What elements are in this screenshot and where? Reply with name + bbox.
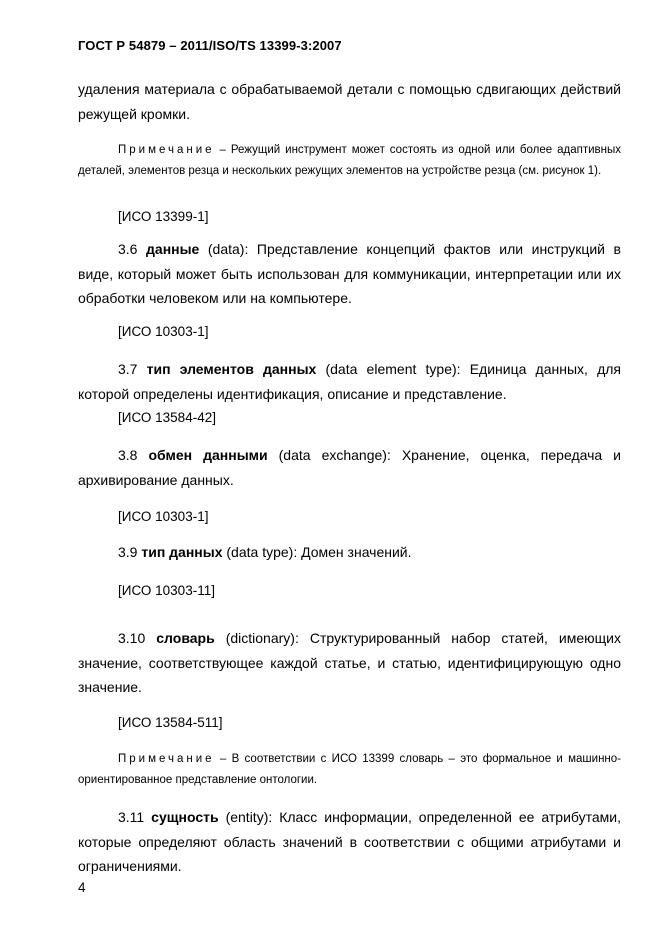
entry-definition: (data): Представление концепций фактов или инструкций в виде, который может быть использован для коммуникации, интерпретации или их обработки человеком или на компьютере. — [78, 241, 621, 306]
entry-number: 3.9 — [118, 544, 142, 560]
entry-number: 3.8 — [118, 447, 149, 463]
note-1-text: – Режущий инструмент может состоять из одной или более адаптивных деталей, элементов резца и нескольких режущих элементов на устройстве резца (см. рисунок 1). — [78, 144, 621, 177]
entry-term: данные — [146, 241, 200, 257]
note-2-label: Примечание — [118, 753, 215, 765]
document-header: ГОСТ Р 54879 – 2011/ISO/TS 13399-3:2007 — [78, 38, 342, 53]
entry-term: тип элементов данных — [146, 361, 317, 377]
entry-definition: (data type): Домен значений. — [222, 544, 412, 560]
continuation-paragraph: удаления материала с обрабатываемой детали с помощью сдвигающих действий режущей кромки. — [78, 81, 621, 122]
entry-3-10 — [78, 626, 621, 700]
reference-1: [ИСО 13399-1] — [118, 209, 209, 224]
note-1-label: Примечание — [118, 144, 215, 156]
entry-3-9-reference: [ИСО 10303-11] — [118, 583, 215, 598]
entry-3-8-reference: [ИСО 10303-1] — [118, 509, 209, 524]
entry-3-6 — [78, 237, 621, 311]
entry-term: обмен данными — [148, 447, 268, 463]
entry-term: словарь — [156, 630, 215, 646]
entry-definition: (data element type): Единица данных, для которой определены идентификация, описание и представление. — [78, 361, 621, 402]
entry-definition: (dictionary): Структурированный набор статей, имеющих значение, соответствующее каждой статье, и статью, идентифицирующую одно значение. — [78, 630, 621, 695]
note-2 — [78, 749, 621, 791]
entry-number: 3.10 — [118, 630, 157, 646]
entry-3-10-reference: [ИСО 13584-511] — [118, 715, 223, 730]
entry-number: 3.7 — [118, 361, 147, 377]
entry-definition: (data exchange): Хранение, оценка, передача и архивирование данных. — [78, 447, 621, 488]
entry-3-11 — [78, 805, 621, 879]
entry-term: тип данных — [141, 544, 223, 560]
entry-number: 3.6 — [118, 241, 147, 257]
note-1 — [78, 140, 621, 182]
entry-3-9 — [78, 540, 621, 565]
entry-number: 3.11 — [118, 809, 152, 825]
entry-3-7 — [78, 357, 621, 406]
entry-3-6-reference: [ИСО 10303-1] — [118, 324, 209, 339]
page-number: 4 — [78, 880, 86, 895]
note-2-text: – В соответствии с ИСО 13399 словарь – это формальное и машинно-ориентированное представление онтологии. — [78, 753, 621, 786]
entry-3-8 — [78, 443, 621, 492]
entry-3-7-reference: [ИСО 13584-42] — [118, 410, 216, 425]
entry-term: сущность — [151, 809, 219, 825]
entry-definition: (entity): Класс информации, определенной ее атрибутами, которые определяют область значений в соответствии с общими атрибутами и ограничениями. — [78, 809, 621, 874]
